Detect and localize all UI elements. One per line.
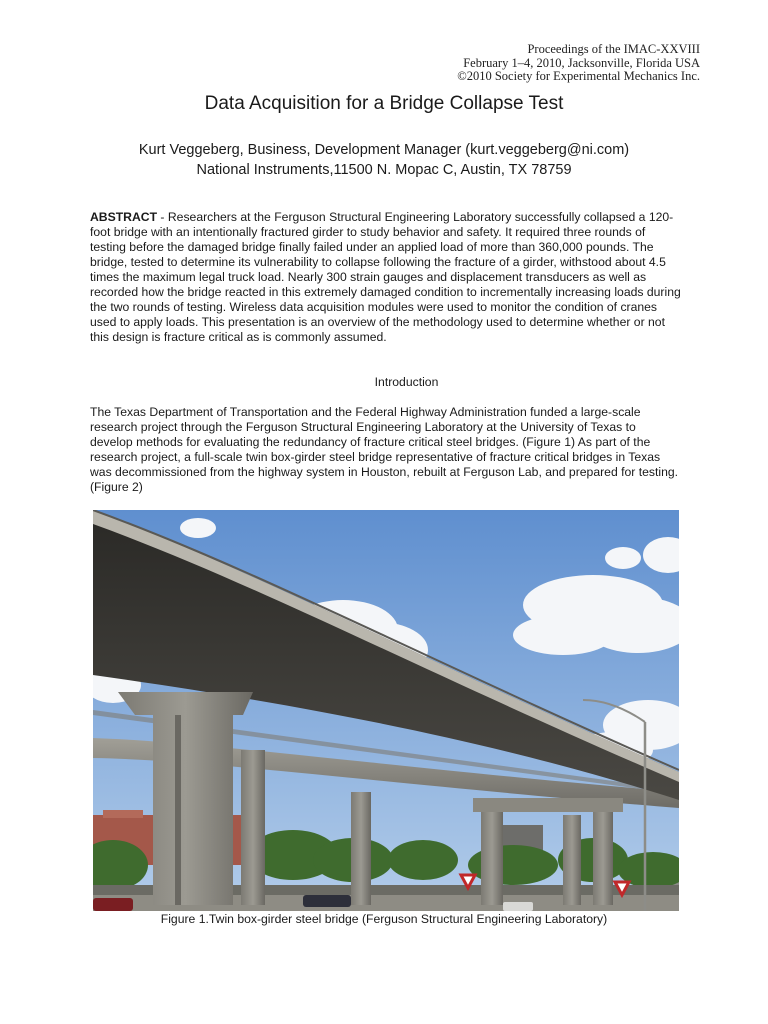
pier: [563, 815, 581, 905]
car: [93, 898, 133, 911]
introduction-paragraph: The Texas Department of Transportation and the Federal Highway Administration funded a large-scale research project through the Ferguson Structural Engineering Laboratory at the University of Texas to develop methods for evaluating the redundancy of fracture critical steel bridges. (Figure 1) As part of the research project, a full-scale twin box-girder steel bridge representative of fracture critical bridges in Texas was decommissioned from the highway system in Houston, rebuilt at Ferguson Lab, and prepared for testing. (Figure 2): [90, 405, 679, 494]
proceedings-line-2: February 1–4, 2010, Jacksonville, Florida USA: [463, 55, 700, 70]
proceedings-header: [457, 43, 700, 84]
abstract-paragraph: [90, 210, 682, 345]
car: [303, 895, 351, 907]
proceedings-line-3: ©2010 Society for Experimental Mechanics Inc.: [457, 69, 700, 83]
paper-title: Data Acquisition for a Bridge Collapse Test: [204, 93, 564, 114]
figure-1-caption: Figure 1.Twin box-girder steel bridge (Ferguson Structural Engineering Laboratory): [160, 912, 608, 926]
pier: [481, 805, 503, 905]
author-block: [0, 140, 768, 180]
affiliation-line: National Instruments,11500 N. Mopac C, Austin, TX 78759: [196, 162, 572, 178]
introduction-heading: Introduction: [374, 375, 439, 389]
pier: [351, 792, 371, 905]
abstract-text: - Researchers at the Ferguson Structural Engineering Laboratory successfully collapsed a 120-foot bridge with an intentionally fractured girder to study behavior and safety. It required three rounds of testing before the damaged bridge finally failed under an applied load of more than 360,000 pounds. The bridge, tested to determine its vulnerability to collapse following the fracture of a girder, withstood about 4.5 times the maximum legal truck load. Nearly 300 strain gauges and displacement transducers as well as recorded how the bridge reacted in this extremely damaged condition to incrementally increasing loads during the two rounds of testing. Wireless data acquisition modules were used to monitor the condition of cranes used to apply loads. This presentation is an overview of the methodology used to determine whether or not this design is fracture critical as is commonly assumed.: [90, 210, 681, 344]
abstract-lead: ABSTRACT: [90, 210, 158, 224]
car: [503, 902, 533, 911]
figure-1-bridge-photo: [93, 510, 679, 911]
proceedings-line-1: Proceedings of the IMAC-XXVIII: [527, 42, 700, 56]
pier: [241, 750, 265, 905]
author-line: Kurt Veggeberg, Business, Development Manager (kurt.veggeberg@ni.com): [138, 142, 630, 158]
pier: [593, 810, 613, 905]
bridge-photo-illustration: [93, 510, 679, 911]
